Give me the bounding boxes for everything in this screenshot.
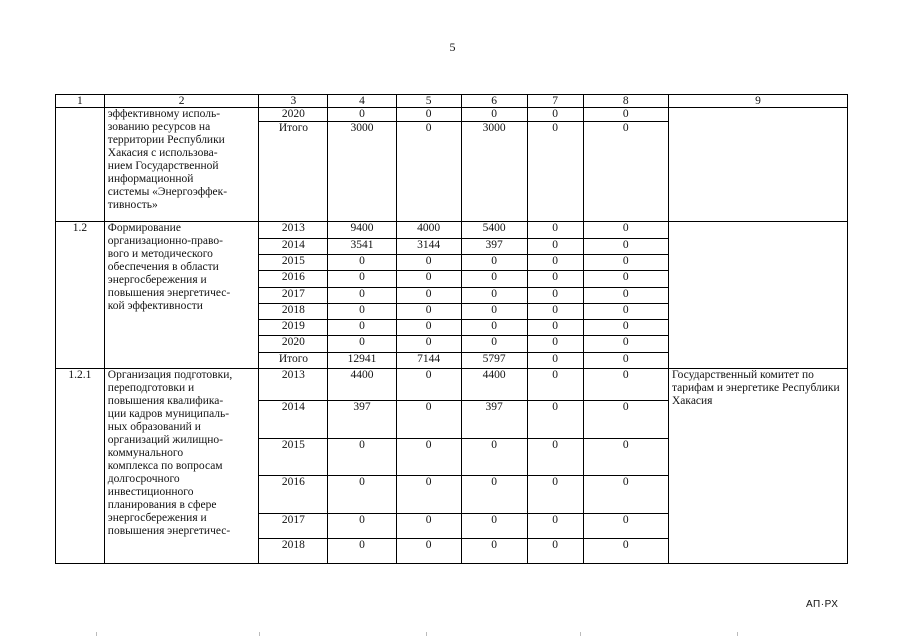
value-cell-c6: 0 xyxy=(461,255,527,271)
value-cell-c8: 0 xyxy=(583,222,668,239)
value-cell-c4: 0 xyxy=(328,514,396,539)
description-line: долгосрочного xyxy=(107,473,180,485)
description-line: повышения энергетичес- xyxy=(107,525,231,537)
description-line: вого и методического xyxy=(107,248,213,260)
description-line: повышения энергетичес- xyxy=(107,287,231,299)
measure-index: 1.2 xyxy=(56,222,105,369)
value-cell-c7: 0 xyxy=(527,320,583,336)
value-cell-c7: 0 xyxy=(527,353,583,369)
value-cell-c7: 0 xyxy=(527,539,583,564)
description-line: планирования в сфере xyxy=(107,499,217,511)
page-number: 5 xyxy=(449,40,456,54)
measure-index: 1.2.1 xyxy=(56,369,105,564)
year-cell: 2017 xyxy=(259,514,328,539)
column-header: 8 xyxy=(583,95,668,108)
value-cell-c7: 0 xyxy=(527,401,583,439)
description-line: системы «Энергоэффек- xyxy=(107,186,228,198)
value-cell-c5: 4000 xyxy=(396,222,461,239)
value-cell-c4: 0 xyxy=(328,108,396,122)
value-cell-c6: 0 xyxy=(461,108,527,122)
value-cell-c5: 0 xyxy=(396,401,461,439)
value-cell-c8: 0 xyxy=(583,108,668,122)
year-cell: 2013 xyxy=(259,222,328,239)
value-cell-c4: 0 xyxy=(328,439,396,476)
value-cell-c7: 0 xyxy=(527,271,583,288)
value-cell-c8: 0 xyxy=(583,336,668,353)
year-cell: 2016 xyxy=(259,476,328,514)
measure-description xyxy=(104,108,259,222)
value-cell-c7: 0 xyxy=(527,288,583,304)
description-line: комплекса по вопросам xyxy=(107,460,223,472)
value-cell-c7: 0 xyxy=(527,476,583,514)
value-cell-c5: 0 xyxy=(396,255,461,271)
value-cell-c6: 0 xyxy=(461,476,527,514)
column-header: 5 xyxy=(396,95,461,108)
value-cell-c8: 0 xyxy=(583,288,668,304)
value-cell-c5: 0 xyxy=(396,304,461,320)
value-cell-c5: 0 xyxy=(396,108,461,122)
description-line: Организация подготовки, xyxy=(107,369,233,381)
description-line: эффективному исполь- xyxy=(107,108,221,120)
column-header-row xyxy=(56,95,848,108)
value-cell-c4: 0 xyxy=(328,539,396,564)
description-line: повышения квалифика- xyxy=(107,395,224,407)
year-cell: 2014 xyxy=(259,401,328,439)
value-cell-c5: 7144 xyxy=(396,353,461,369)
value-cell-c7: 0 xyxy=(527,369,583,401)
column-header: 1 xyxy=(56,95,105,108)
measure-index xyxy=(56,108,105,222)
value-cell-c4: 3000 xyxy=(328,122,396,222)
section-continued-measure xyxy=(56,108,848,222)
value-cell-c4: 0 xyxy=(328,304,396,320)
value-cell-c4: 0 xyxy=(328,320,396,336)
value-cell-c6: 0 xyxy=(461,304,527,320)
year-cell: 2017 xyxy=(259,288,328,304)
value-cell-c7: 0 xyxy=(527,514,583,539)
value-cell-c6: 0 xyxy=(461,320,527,336)
value-cell-c4: 0 xyxy=(328,336,396,353)
description-line: коммунального xyxy=(107,447,184,459)
column-header: 6 xyxy=(461,95,527,108)
value-cell-c8: 0 xyxy=(583,401,668,439)
description-line: кой эффективности xyxy=(107,300,203,312)
value-cell-c6: 4400 xyxy=(461,369,527,401)
value-cell-c5: 0 xyxy=(396,514,461,539)
description-line: организаций жилищно- xyxy=(107,434,223,446)
value-cell-c6: 397 xyxy=(461,401,527,439)
value-cell-c6: 0 xyxy=(461,271,527,288)
description-line: переподготовки и xyxy=(107,382,195,394)
value-cell-c6: 0 xyxy=(461,336,527,353)
value-cell-c4: 4400 xyxy=(328,369,396,401)
value-cell-c4: 0 xyxy=(328,288,396,304)
description-line: энергосбережения и xyxy=(107,274,207,286)
table-row xyxy=(56,222,848,239)
description-line: ных образований и xyxy=(107,421,201,433)
year-cell: 2014 xyxy=(259,239,328,255)
value-cell-c7: 0 xyxy=(527,439,583,476)
description-line: инвестиционного xyxy=(107,486,194,498)
year-cell: 2015 xyxy=(259,439,328,476)
description-line: Формирование xyxy=(107,222,181,234)
value-cell-c6: 0 xyxy=(461,288,527,304)
value-cell-c4: 0 xyxy=(328,476,396,514)
value-cell-c7: 0 xyxy=(527,336,583,353)
value-cell-c4: 0 xyxy=(328,271,396,288)
value-cell-c4: 9400 xyxy=(328,222,396,239)
value-cell-c8: 0 xyxy=(583,369,668,401)
value-cell-c6: 3000 xyxy=(461,122,527,222)
value-cell-c8: 0 xyxy=(583,304,668,320)
description-line: тивность» xyxy=(107,199,158,211)
value-cell-c8: 0 xyxy=(583,320,668,336)
year-cell: Итого xyxy=(259,122,328,222)
description-line: Хакасия с использова- xyxy=(107,147,218,159)
value-cell-c5: 0 xyxy=(396,320,461,336)
value-cell-c7: 0 xyxy=(527,239,583,255)
measure-description xyxy=(104,369,259,564)
year-cell: 2020 xyxy=(259,108,328,122)
year-cell: 2013 xyxy=(259,369,328,401)
value-cell-c4: 3541 xyxy=(328,239,396,255)
description-line: обеспечения в области xyxy=(107,261,219,273)
value-cell-c7: 0 xyxy=(527,122,583,222)
executor-cell: Государственный комитет по тарифам и энергетике Республики Хакасия xyxy=(669,369,848,564)
column-header: 3 xyxy=(259,95,328,108)
value-cell-c5: 0 xyxy=(396,288,461,304)
year-cell: 2018 xyxy=(259,304,328,320)
value-cell-c6: 5400 xyxy=(461,222,527,239)
description-line: нием Государственной xyxy=(107,160,219,172)
description-line: зованию ресурсов на xyxy=(107,121,211,133)
value-cell-c7: 0 xyxy=(527,108,583,122)
value-cell-c5: 0 xyxy=(396,369,461,401)
executor-cell xyxy=(669,222,848,369)
year-cell: 2019 xyxy=(259,320,328,336)
footer-code: АП·РХ xyxy=(806,599,839,610)
year-cell: 2020 xyxy=(259,336,328,353)
section-1-2-1 xyxy=(56,369,848,564)
column-header: 7 xyxy=(527,95,583,108)
year-cell: 2015 xyxy=(259,255,328,271)
value-cell-c7: 0 xyxy=(527,222,583,239)
column-header: 2 xyxy=(104,95,259,108)
value-cell-c8: 0 xyxy=(583,514,668,539)
value-cell-c5: 0 xyxy=(396,539,461,564)
value-cell-c6: 5797 xyxy=(461,353,527,369)
column-header: 4 xyxy=(328,95,396,108)
section-1-2 xyxy=(56,222,848,369)
value-cell-c4: 12941 xyxy=(328,353,396,369)
year-cell: 2018 xyxy=(259,539,328,564)
measure-description xyxy=(104,222,259,369)
value-cell-c5: 0 xyxy=(396,271,461,288)
value-cell-c5: 0 xyxy=(396,439,461,476)
value-cell-c6: 0 xyxy=(461,539,527,564)
value-cell-c6: 397 xyxy=(461,239,527,255)
description-line: энергосбережения и xyxy=(107,512,207,524)
value-cell-c5: 0 xyxy=(396,336,461,353)
table-row xyxy=(56,108,848,122)
value-cell-c8: 0 xyxy=(583,122,668,222)
value-cell-c4: 0 xyxy=(328,255,396,271)
value-cell-c8: 0 xyxy=(583,539,668,564)
budget-table xyxy=(55,94,848,564)
value-cell-c8: 0 xyxy=(583,353,668,369)
value-cell-c8: 0 xyxy=(583,439,668,476)
value-cell-c5: 3144 xyxy=(396,239,461,255)
description-line: ции кадров муниципаль- xyxy=(107,408,230,420)
value-cell-c8: 0 xyxy=(583,271,668,288)
value-cell-c8: 0 xyxy=(583,255,668,271)
value-cell-c7: 0 xyxy=(527,255,583,271)
value-cell-c5: 0 xyxy=(396,122,461,222)
executor-cell xyxy=(669,108,848,222)
value-cell-c6: 0 xyxy=(461,514,527,539)
year-cell: 2016 xyxy=(259,271,328,288)
description-line: информационной xyxy=(107,173,194,185)
description-line: организационно-право- xyxy=(107,235,223,247)
value-cell-c4: 397 xyxy=(328,401,396,439)
column-header: 9 xyxy=(669,95,848,108)
value-cell-c8: 0 xyxy=(583,239,668,255)
value-cell-c6: 0 xyxy=(461,439,527,476)
value-cell-c8: 0 xyxy=(583,476,668,514)
description-line: территории Республики xyxy=(107,134,225,146)
table-row xyxy=(56,369,848,401)
year-cell: Итого xyxy=(259,353,328,369)
value-cell-c7: 0 xyxy=(527,304,583,320)
value-cell-c5: 0 xyxy=(396,476,461,514)
